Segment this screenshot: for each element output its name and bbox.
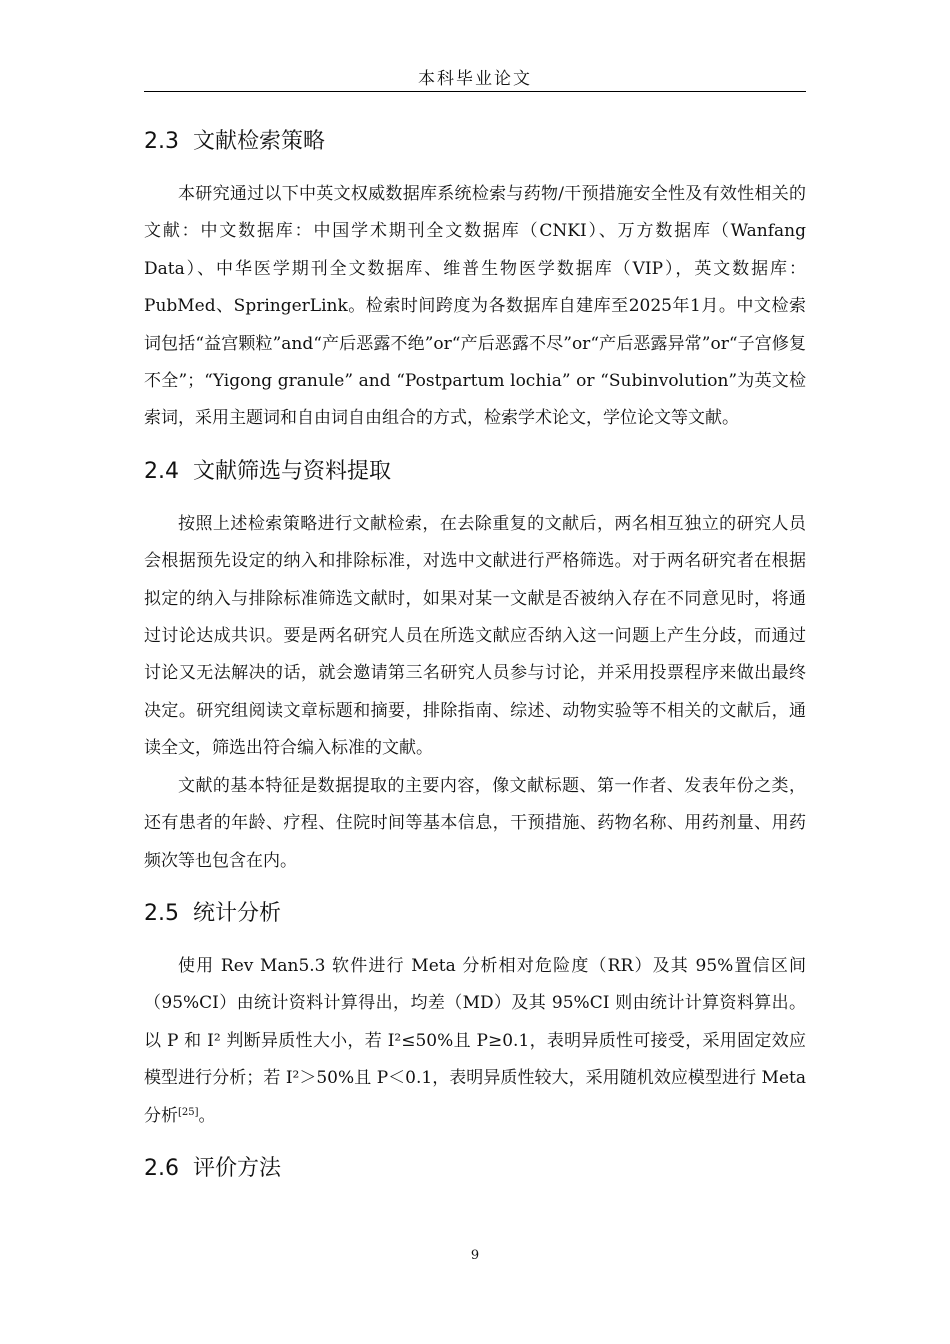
section-title: 文献检索策略 — [193, 129, 326, 154]
page-body — [144, 122, 806, 1189]
section-heading-2-3 — [144, 122, 806, 162]
section-title: 统计分析 — [193, 900, 282, 926]
section-number: 2.3 — [144, 129, 179, 154]
section-number: 2.5 — [144, 900, 179, 926]
section-heading-2-5 — [144, 894, 806, 934]
section-heading-2-6 — [144, 1149, 806, 1189]
paragraph: 文献的基本特征是数据提取的主要内容，像文献标题、第一作者、发表年份之类，还有患者的年龄、疗程、住院时间等基本信息，干预措施、药物名称、用药剂量、用药频次等也包含在内。 — [144, 775, 806, 871]
citation-reference[interactable]: [25] — [178, 1106, 199, 1118]
running-header-title: 本科毕业论文 — [418, 69, 532, 89]
paragraph-end: 。 — [198, 1105, 216, 1126]
section-number: 2.4 — [144, 458, 179, 484]
header-divider — [144, 91, 806, 92]
paragraph: 本研究通过以下中英文权威数据库系统检索与药物/干预措施安全性及有效性相关的文献：中文数据库：中国学术期刊全文数据库（CNKI）、万方数据库（Wanfang Data）、中华医学期刊全文数据库、维普生物医学数据库（VIP），英文数据库：PubMed、SpringerLink。检索时间跨度为各数据库自建库至2025年1月。中文检索词包括“益宫颗粒”and“产后恶露不绝”or“产后恶露不尽”or“产后恶露异常”or“子宫修复不全”；“Yigong granule” and “Postpartum lochia” or “Subinvolution”为英文检索词，采用主题词和自由词自由组合的方式，检索学术论文，学位论文等文献。 — [144, 184, 806, 429]
section-heading-2-4 — [144, 452, 806, 492]
paragraph — [144, 948, 806, 1135]
paragraph: 按照上述检索策略进行文献检索，在去除重复的文献后，两名相互独立的研究人员会根据预先设定的纳入和排除标准，对选中文献进行严格筛选。对于两名研究者在根据拟定的纳入与排除标准筛选文献时，如果对某一文献是否被纳入存在不同意见时，将通过讨论达成共识。要是两名研究人员在所选文献应否纳入这一问题上产生分歧，而通过讨论又无法解决的话，就会邀请第三名研究人员参与讨论，并采用投票程序来做出最终决定。研究组阅读文章标题和摘要，排除指南、综述、动物实验等不相关的文献后，通读全文，筛选出符合编入标准的文献。 — [144, 513, 806, 759]
paragraph-text: 使用 Rev Man5.3 软件进行 Meta 分析相对危险度（RR）及其 95%置信区间（95%CI）由统计资料计算得出，均差（MD）及其 95%CI 则由统计计算资料算出。以 P 和 I² 判断异质性大小，若 I²≤50%且 P≥0.1，表明异质性可接受，采用固定效应模型进行分析；若 I²＞50%且 P＜0.1，表明异质性较大，采用随机效应模型进行 Meta 分析 — [144, 955, 806, 1126]
section-title: 评价方法 — [193, 1155, 282, 1181]
section-title: 文献筛选与资料提取 — [193, 458, 392, 484]
page-number: 9 — [470, 1248, 480, 1263]
section-number: 2.6 — [144, 1155, 179, 1181]
